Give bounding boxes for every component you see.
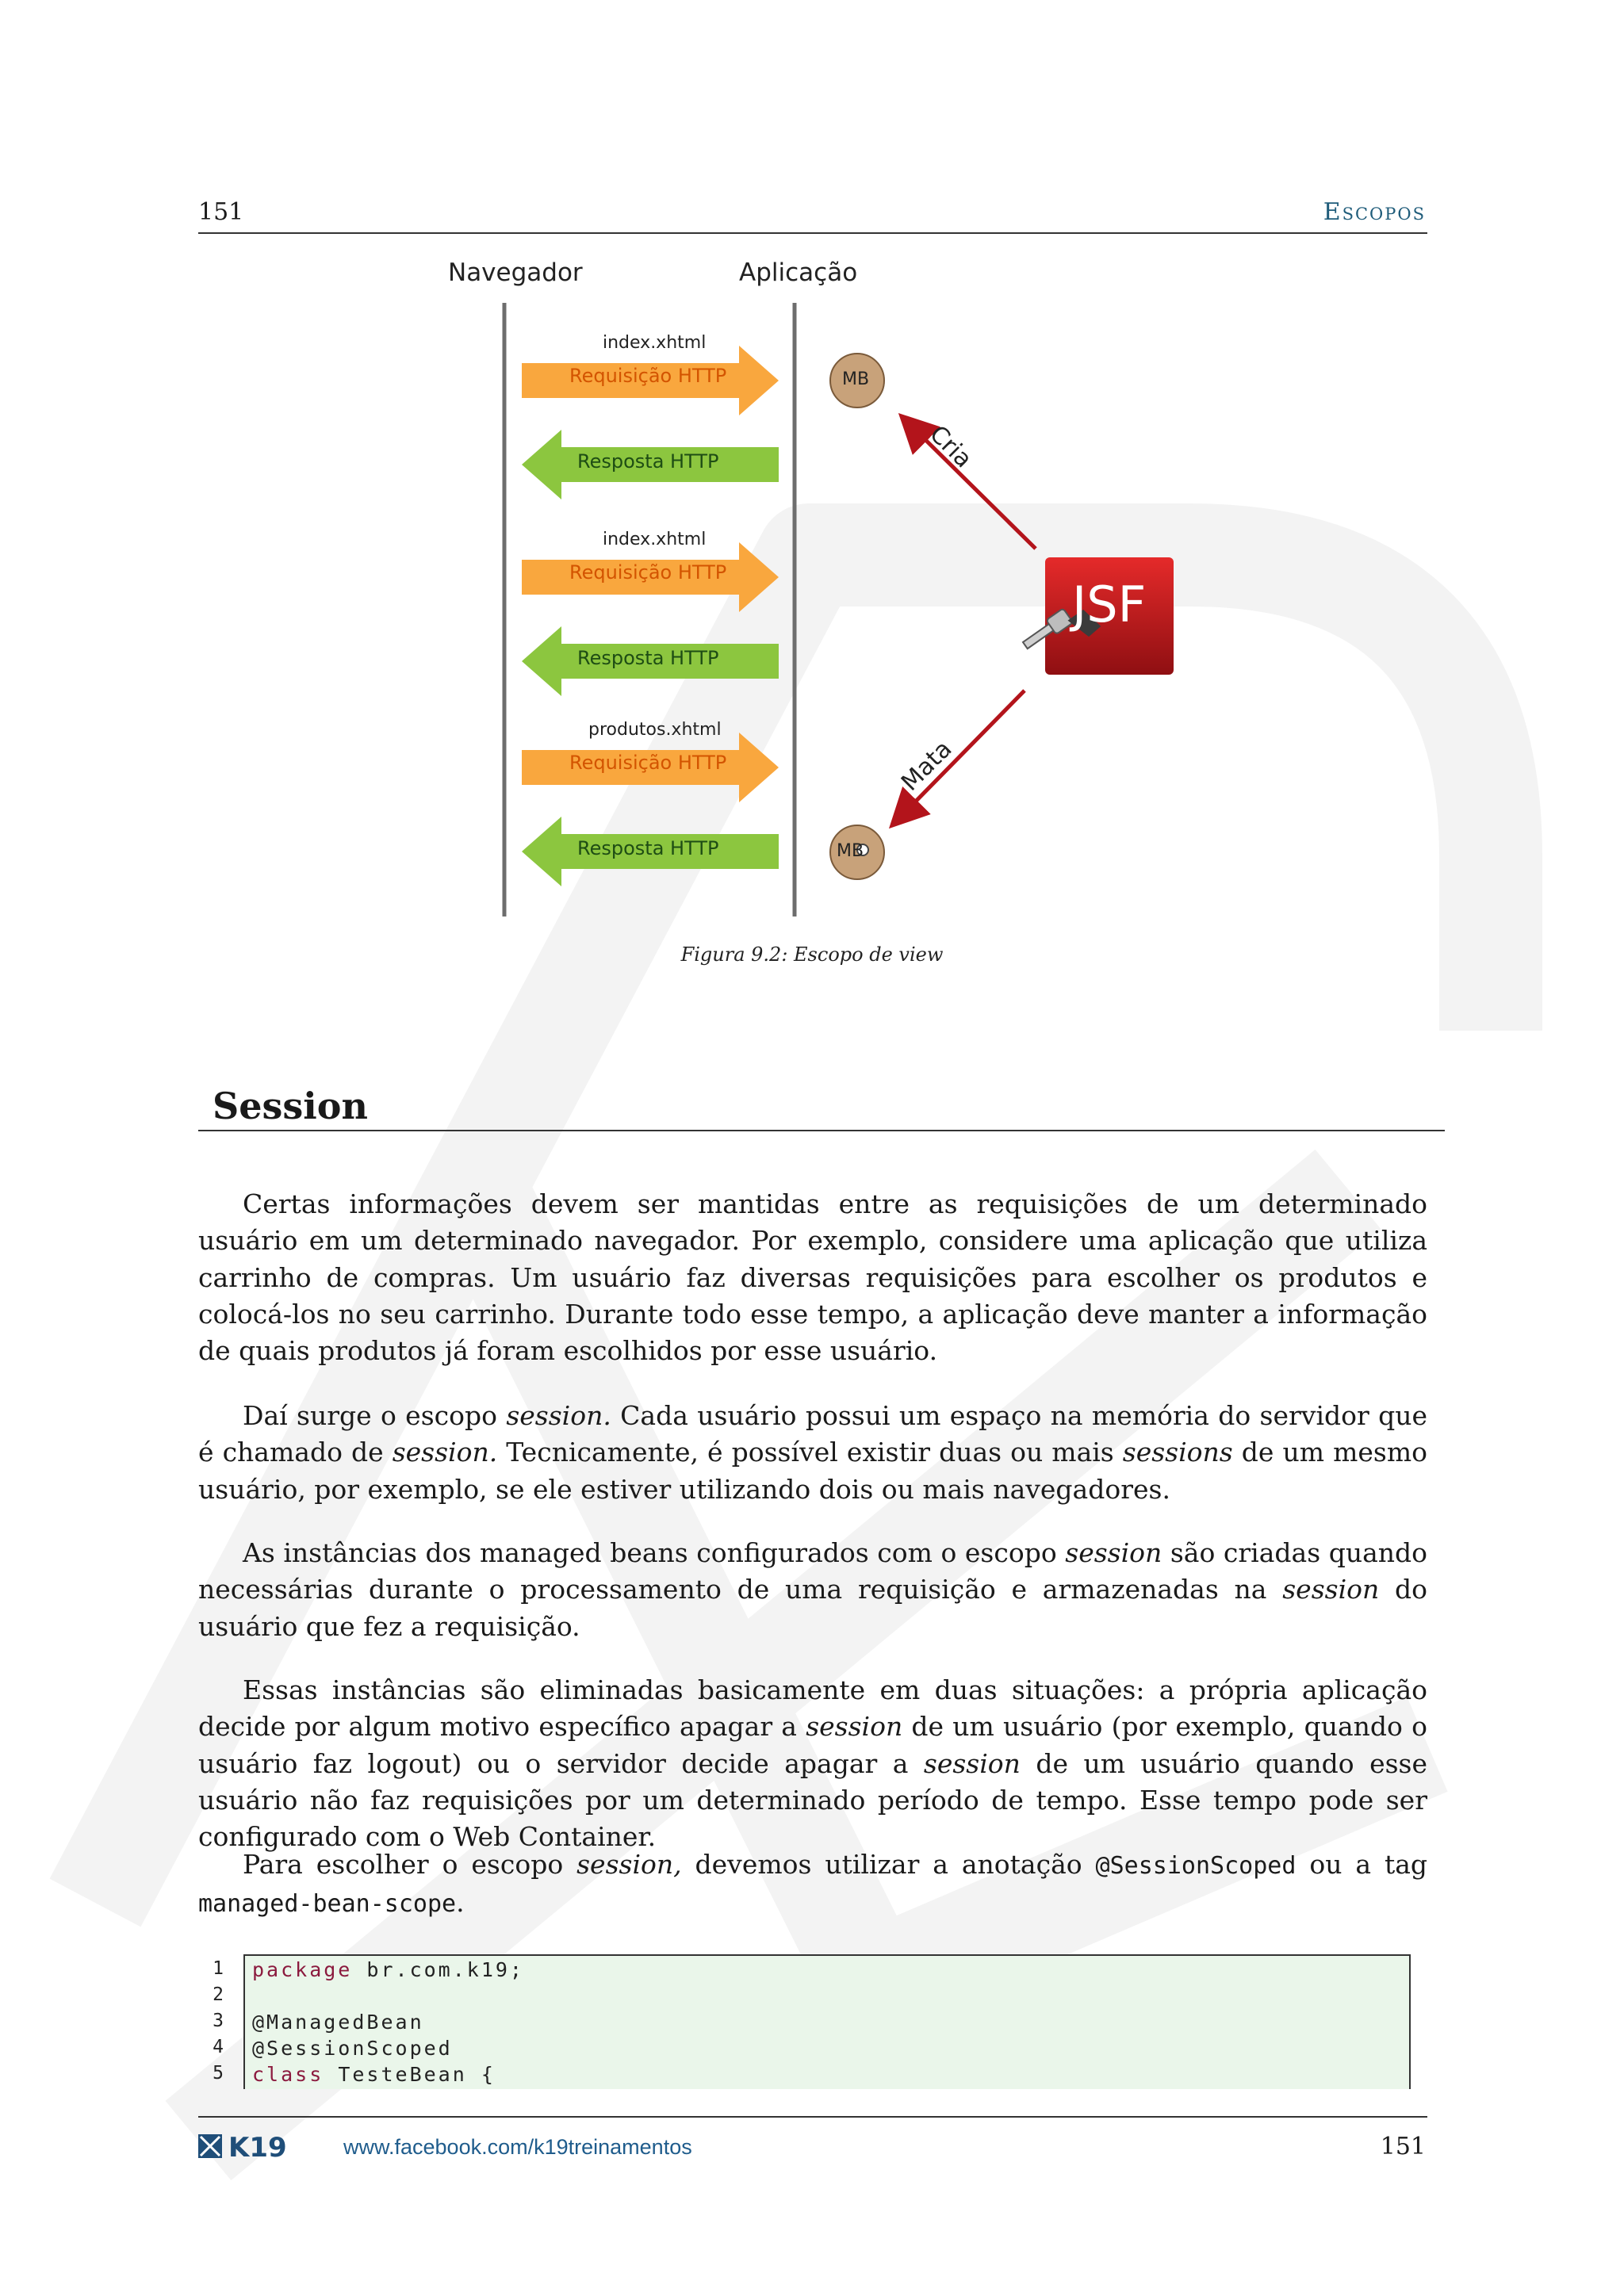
kills-arrow xyxy=(894,691,1025,823)
paragraph-3: As instâncias dos managed beans configurados com o escopo session são criadas quando necessárias durante o processamento de uma requisição e armazenadas na session do usuário que fez a requisição. xyxy=(198,1537,1428,1642)
request-label-1: Requisição HTTP xyxy=(569,365,727,387)
creates-arrow xyxy=(904,419,1036,549)
paragraph-2: Daí surge o escopo session. Cada usuário possui um espaço na memória do servidor que é chamado de session. Tecnicamente, é possível existir duas ou mais sessions de um mesmo usuário, por exemplo, se ele estiver utilizando dois ou mais navegadores. xyxy=(198,1400,1428,1505)
kills-label: Mata xyxy=(896,735,958,797)
response-label-1: Resposta HTTP xyxy=(577,450,719,473)
file-label-3: produtos.xhtml xyxy=(588,720,722,740)
facebook-link[interactable]: www.facebook.com/k19treinamentos xyxy=(343,2135,692,2159)
request-label-2: Requisição HTTP xyxy=(569,561,727,584)
view-scope-diagram xyxy=(396,254,1237,936)
paragraph-5: Para escolher o escopo session, devemos utilizar a anotação @SessionScoped ou a tag managed-bean-scope. xyxy=(198,1849,1428,1919)
mb-top-label: MB xyxy=(842,369,870,389)
header-rule xyxy=(198,232,1427,234)
header-page-number: 151 xyxy=(198,198,244,226)
response-label-3: Resposta HTTP xyxy=(577,837,719,859)
svg-text:K19: K19 xyxy=(228,2133,287,2160)
app-label: Aplicação xyxy=(739,258,858,287)
file-label-1: index.xhtml xyxy=(603,333,707,353)
jsf-label: JSF xyxy=(1072,576,1147,633)
file-label-2: index.xhtml xyxy=(603,530,707,549)
section-title: Session xyxy=(213,1085,368,1127)
request-label-3: Requisição HTTP xyxy=(569,752,727,774)
section-rule xyxy=(198,1130,1445,1131)
header-chapter-title: Escopos xyxy=(1323,198,1426,226)
footer-page-number: 151 xyxy=(1380,2133,1426,2160)
paragraph-1: Certas informações devem ser mantidas entre as requisições de um determinado usuário em um determinado navegador. Por exemplo, considere uma aplicação que utiliza carrinho de compras. Um usuário faz diversas requisições para escolher os produtos e colocá-los no seu carrinho. Durante todo esse tempo, a aplicação deve manter a informação de quais produtos já foram escolhidos por esse usuário. xyxy=(198,1188,1427,1367)
footer-rule xyxy=(198,2116,1427,2118)
figure-caption: Figura 9.2: Escopo de view xyxy=(680,943,944,966)
mb-bottom-label: MB xyxy=(837,841,864,861)
creates-label: Cria xyxy=(924,420,978,474)
k19-logo xyxy=(198,2133,319,2160)
response-label-2: Resposta HTTP xyxy=(577,647,719,669)
paragraph-4: Essas instâncias são eliminadas basicamente em duas situações: a própria aplicação decide por algum motivo específico apagar a session de um usuário (por exemplo, quando o usuário faz logout) ou o servidor decide apagar a session de um usuário quando esse usuário não faz requisições por um determinado período de tempo. Esse tempo pode ser configurado com o Web Container. xyxy=(198,1674,1427,1853)
browser-label: Navegador xyxy=(448,258,583,287)
